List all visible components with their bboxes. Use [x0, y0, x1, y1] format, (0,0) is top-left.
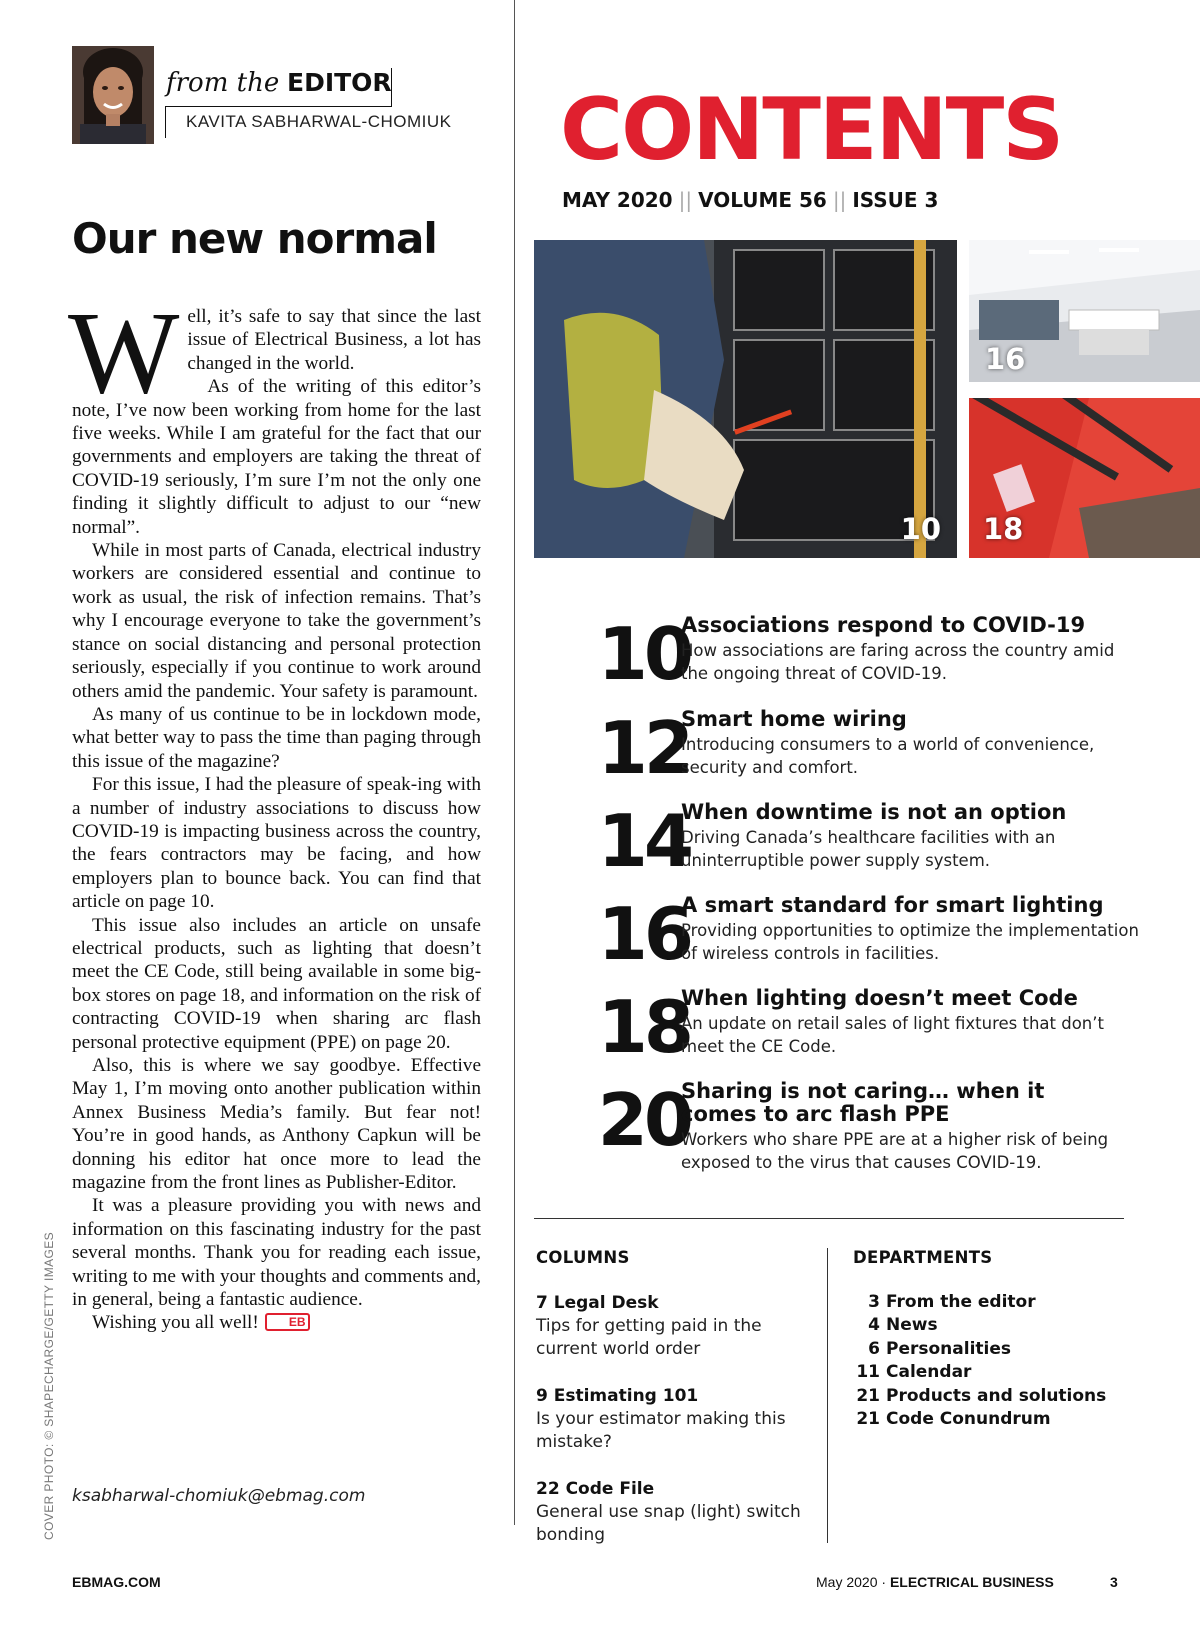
toc-page-number: 18	[597, 985, 690, 1069]
image-page-number: 10	[900, 512, 941, 546]
paragraph: It was a pleasure providing you with news and information on this fascinating industry for the past several months. Thank you for reading each issue, writing to me with your thoughts and comments and, in general, being a fantastic audience.	[72, 1195, 481, 1311]
paragraph: For this issue, I had the pleasure of speak-ing with a number of industry associations to discuss how COVID-19 is impacting business across the country, the fears contractors may be facing, and how employers plan to bounce back. You can find that article on page 10.	[72, 774, 481, 913]
paragraph: As many of us continue to be in lockdown mode, what better way to pass the time than paging through this issue of the magazine?	[72, 703, 481, 772]
section-rule	[534, 1218, 1124, 1219]
signoff: Wishing you all well! EB	[72, 1311, 481, 1334]
editor-email-link[interactable]: ksabharwal-chomiuk@ebmag.com	[72, 1486, 366, 1506]
toc-description: Introducing consumers to a world of convenience, security and comfort.	[681, 735, 1095, 777]
toc-item[interactable]	[560, 1080, 1140, 1190]
toc-title: Smart home wiring	[681, 707, 907, 731]
column-title: 7 Legal Desk	[536, 1293, 659, 1313]
toc-title: Associations respond to COVID-19	[681, 613, 1086, 637]
toc-item[interactable]	[560, 801, 1140, 881]
column-description: General use snap (light) switch bonding	[536, 1502, 801, 1545]
toc-description: Workers who share PPE are at a higher risk of being exposed to the virus that causes COVID-19.	[681, 1130, 1109, 1172]
editor-name: KAVITA SABHARWAL-CHOMIUK	[186, 112, 452, 131]
toc-page-number: 20	[597, 1078, 690, 1162]
footer-publication: May 2020 · ELECTRICAL BUSINESS	[816, 1574, 1054, 1590]
department-item[interactable]: 3 From the editor	[868, 1292, 1036, 1312]
toc-item[interactable]	[560, 708, 1140, 788]
toc-title: Sharing is not caring… when it comes to arc flash PPE	[681, 1079, 1045, 1126]
department-item[interactable]: 21 Products and solutions	[856, 1385, 1107, 1406]
departments-heading: DEPARTMENTS	[853, 1248, 993, 1267]
page-divider	[514, 0, 515, 1525]
toc-description: Driving Canada’s healthcare facilities with an uninterruptible power supply system.	[681, 828, 1056, 870]
lighting-photo[interactable]	[969, 398, 1200, 558]
toc-item[interactable]	[560, 614, 1140, 694]
image-page-number: 16	[985, 342, 1026, 376]
departments-list	[856, 1291, 1106, 1431]
cover-photo-electrician[interactable]	[534, 240, 957, 558]
toc-title: A smart standard for smart lighting	[681, 893, 1104, 917]
column-title: 9 Estimating 101	[536, 1386, 699, 1406]
columns-heading: COLUMNS	[536, 1248, 630, 1267]
toc-page-number: 16	[597, 892, 690, 976]
paragraph: While in most parts of Canada, electrical industry workers are considered essential and continue to work as usual, the risk of infection remains. That’s why I encourage everyone to take the government’s stance on social distancing and personal protection seriously, especially if you continue to work around others amid the pandemic. Your safety is paramount.	[72, 540, 481, 702]
site-link[interactable]: EBMAG.COM	[72, 1574, 161, 1590]
page-number: 3	[1110, 1574, 1118, 1590]
toc-title: When downtime is not an option	[681, 800, 1067, 824]
toc-description: An update on retail sales of light fixtures that don’t meet the CE Code.	[681, 1014, 1104, 1056]
toc-page-number: 14	[597, 799, 690, 883]
photo-credit: COVER PHOTO: © SHAPECHARGE/GETTY IMAGES	[42, 1231, 56, 1540]
contents-title: CONTENTS	[560, 80, 1063, 180]
department-item[interactable]: 6 Personalities	[868, 1338, 1012, 1359]
paragraph: Also, this is where we say goodbye. Effective May 1, I’m moving onto another publication within Annex Business Media’s family. But fear not! You’re in good hands, as Anthony Capkun will be donning his editor hat once more to lead the magazine from the front lines as Publisher-Editor.	[72, 1055, 481, 1194]
from-editor-label: from the EDITOR	[166, 68, 392, 98]
department-item[interactable]: 11 Calendar	[856, 1362, 972, 1383]
column-item[interactable]	[536, 1478, 816, 1547]
department-item[interactable]: 4 News	[868, 1315, 938, 1336]
toc-page-number: 10	[597, 612, 690, 696]
toc-page-number: 12	[597, 706, 690, 790]
editorial-headline: Our new normal	[72, 214, 437, 263]
toc-description: How associations are faring across the country amid the ongoing threat of COVID-19.	[681, 641, 1115, 683]
paragraph: This issue also includes an article on unsafe electrical products, such as lighting that doesn’t meet the CE Code, still being available in some big-box stores on page 18, and information on the risk of contracting COVID-19 when sharing arc flash personal protective equipment (PPE) on page 20.	[72, 914, 481, 1053]
column-item[interactable]	[536, 1292, 816, 1361]
editorial-body	[68, 287, 481, 1335]
eb-logo-badge: EB	[265, 1313, 310, 1331]
department-item[interactable]: 21 Code Conundrum	[856, 1409, 1051, 1430]
editor-photo	[72, 46, 154, 144]
toc-title: When lighting doesn’t meet Code	[681, 986, 1078, 1010]
paragraph: Well, it’s safe to say that since the last issue of Electrical Business, a lot has changed in the world.	[68, 287, 481, 418]
toc-item[interactable]	[560, 987, 1140, 1067]
paragraph: As of the writing of this editor’s note, I’ve now been working from home for the last five weeks. While I am grateful for the fact that our governments and employers are taking the threat of COVID-19 seriously, I’m sure I’m not the only one finding it slightly difficult to adjust to our “new normal”.	[72, 376, 481, 538]
column-description: Is your estimator making this mistake?	[536, 1409, 786, 1452]
drop-cap: W	[68, 287, 180, 418]
office-photo[interactable]	[969, 240, 1200, 382]
image-page-number: 18	[983, 512, 1024, 546]
editor-name-frame	[165, 106, 166, 138]
issue-info: MAY 2020 || VOLUME 56 || ISSUE 3	[562, 188, 939, 212]
columns-divider	[827, 1248, 828, 1543]
column-title: 22 Code File	[536, 1479, 655, 1499]
column-item[interactable]	[536, 1385, 816, 1454]
toc-item[interactable]	[560, 894, 1140, 974]
toc-description: Providing opportunities to optimize the implementation of wireless controls in facilities.	[681, 921, 1139, 963]
column-description: Tips for getting paid in the current world order	[536, 1316, 762, 1359]
